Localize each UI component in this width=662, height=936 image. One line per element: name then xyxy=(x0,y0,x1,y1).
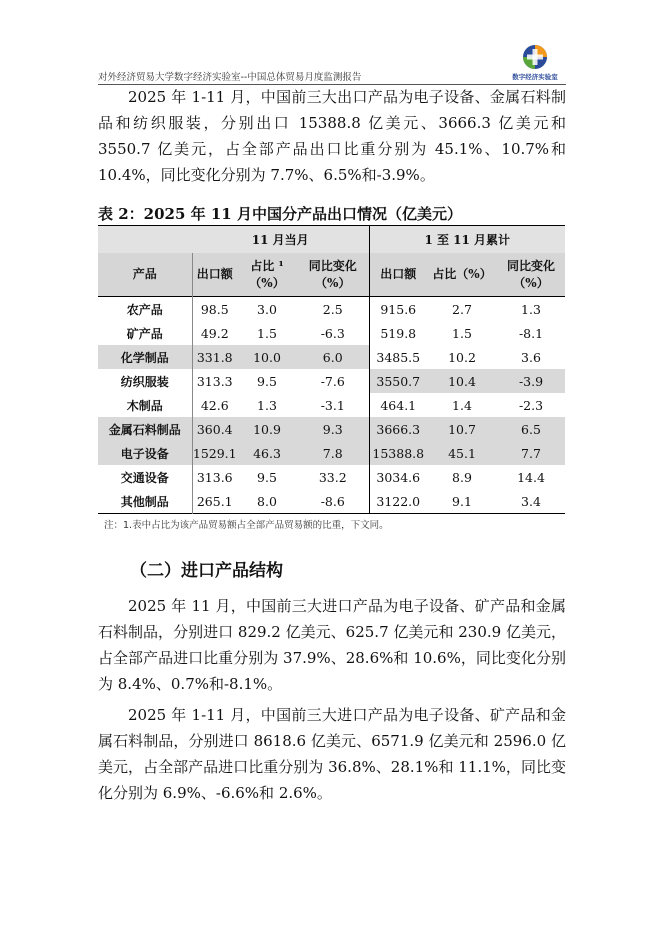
cell-cum-export: 519.8 xyxy=(369,321,427,345)
cell-cum-share: 10.4 xyxy=(427,369,497,393)
cell-cum-share: 10.2 xyxy=(448,349,476,365)
cell-month-export: 331.8 xyxy=(192,345,237,369)
col-header-yoy-cum: 同比变化（%） xyxy=(497,253,565,297)
cell-month-share: 10.0 xyxy=(237,345,297,369)
cell-cum-yoy: -3.9 xyxy=(497,369,565,393)
cell-month-share: 9.5 xyxy=(257,373,277,389)
cell-cum-export: 3122.0 xyxy=(369,489,427,514)
cell-month-export: 313.3 xyxy=(192,369,237,393)
table-row xyxy=(98,393,565,417)
col-header-export-cum: 出口额 xyxy=(369,253,427,297)
cell-month-share: 46.3 xyxy=(237,441,297,465)
paragraph-export-summary: 2025 年 1-11 月，中国前三大出口产品为电子设备、金属石料制品和纺织服装，分别出口 15388.8 亿美元、3666.3 亿美元和 3550.7 亿美元，占全部产品出口比重分别为 45.1%、10.7%和 10.4%，同比变化分别为 7.7%、6.5%和-3.9%。 xyxy=(98,88,566,184)
table-row xyxy=(98,489,565,514)
product-name: 矿产品 xyxy=(126,326,163,341)
product-name: 交通设备 xyxy=(120,470,169,485)
cell-cum-export: 915.6 xyxy=(369,297,427,322)
cell-month-yoy: -8.6 xyxy=(320,493,345,509)
cell-month-export: 265.1 xyxy=(192,489,237,514)
cell-month-share: 9.5 xyxy=(257,469,277,485)
cell-cum-yoy: 14.4 xyxy=(517,469,545,485)
product-name: 木制品 xyxy=(126,398,163,413)
cell-cum-export: 3034.6 xyxy=(369,465,427,489)
cell-cum-yoy: -8.1 xyxy=(518,325,544,341)
cell-month-export: 313.6 xyxy=(192,465,237,489)
col-header-product: 产品 xyxy=(98,253,192,297)
cell-month-share: 3.0 xyxy=(257,301,277,317)
cell-month-share: 1.5 xyxy=(257,325,277,341)
cell-month-export: 1529.1 xyxy=(192,441,237,465)
cell-month-export: 98.5 xyxy=(192,297,237,322)
cell-month-share: 10.9 xyxy=(237,417,297,441)
header-title: 对外经济贸易大学数字经济实验室--中国总体贸易月度监测报告 xyxy=(98,72,362,83)
table-footnote: 注：1.表中占比为该产品贸易额占全部产品贸易额的比重，下文同。 xyxy=(104,520,389,531)
product-name: 金属石料制品 xyxy=(98,417,192,441)
cell-month-export: 49.2 xyxy=(192,321,237,345)
cell-month-yoy: -3.1 xyxy=(320,397,345,413)
cell-month-yoy: -6.3 xyxy=(320,325,345,341)
page-header xyxy=(98,44,566,84)
table-row xyxy=(98,465,565,489)
cell-cum-export: 3550.7 xyxy=(369,369,427,393)
section-heading: （二）进口产品结构 xyxy=(130,561,283,581)
col-header-share-cum: 占比（%） xyxy=(427,253,497,297)
cell-month-yoy: 6.0 xyxy=(297,345,369,369)
cell-cum-yoy: 7.7 xyxy=(497,441,565,465)
logo-label: 数字经济实验室 xyxy=(512,73,558,81)
table-row xyxy=(98,345,565,369)
export-table xyxy=(98,225,565,514)
cell-cum-share: 9.1 xyxy=(452,493,472,509)
table-row xyxy=(98,321,565,345)
cell-cum-export: 3485.5 xyxy=(369,345,427,369)
lab-logo-icon xyxy=(519,44,551,72)
cell-cum-share: 1.4 xyxy=(452,397,472,413)
cell-cum-yoy: 3.4 xyxy=(521,493,541,509)
cell-cum-yoy: 3.6 xyxy=(521,349,541,365)
cell-month-yoy: 33.2 xyxy=(318,469,347,485)
table-title: 表 2：2025 年 11 月中国分产品出口情况（亿美元） xyxy=(98,205,462,223)
cell-month-share: 1.3 xyxy=(257,397,277,413)
table-row xyxy=(98,369,565,393)
cell-cum-share: 1.5 xyxy=(452,325,472,341)
cell-cum-share: 10.7 xyxy=(427,417,497,441)
group-header-blank xyxy=(98,226,192,254)
table-column-header xyxy=(98,253,565,297)
table-row xyxy=(98,297,565,322)
table-row xyxy=(98,441,565,465)
cell-cum-share: 45.1 xyxy=(427,441,497,465)
cell-cum-export: 464.1 xyxy=(369,393,427,417)
product-name: 电子设备 xyxy=(98,441,192,465)
group-header-month: 11 月当月 xyxy=(192,226,369,254)
col-header-share: 占比 ¹（%） xyxy=(237,253,297,297)
product-name: 农产品 xyxy=(126,302,163,317)
col-header-yoy: 同比变化（%） xyxy=(297,253,369,297)
lab-logo xyxy=(506,44,564,82)
cell-month-export: 42.6 xyxy=(192,393,237,417)
cell-month-yoy: 7.8 xyxy=(297,441,369,465)
paragraph-import-month: 2025 年 11 月，中国前三大进口产品为电子设备、矿产品和金属石料制品，分别进口 829.2 亿美元、625.7 亿美元和 230.9 亿美元，占全部产品进口比重分别为 37.9%、28.6%和 10.6%，同比变化分别为 8.4%、0.7%和-8.1%。 xyxy=(98,597,566,693)
table-group-header xyxy=(98,226,565,254)
cell-cum-share: 8.9 xyxy=(452,469,472,485)
product-name: 纺织服装 xyxy=(120,374,169,389)
cell-cum-yoy: 1.3 xyxy=(521,301,541,317)
cell-cum-export: 3666.3 xyxy=(369,417,427,441)
product-name: 化学制品 xyxy=(98,345,192,369)
col-header-export: 出口额 xyxy=(192,253,237,297)
cell-cum-share: 2.7 xyxy=(452,301,472,317)
cell-month-yoy: 2.5 xyxy=(322,301,343,317)
table-row xyxy=(98,417,565,441)
cell-cum-export: 15388.8 xyxy=(369,441,427,465)
cell-month-export: 360.4 xyxy=(192,417,237,441)
cell-cum-yoy: 6.5 xyxy=(497,417,565,441)
cell-month-yoy: -7.6 xyxy=(320,373,345,389)
group-header-cumulative: 1 至 11 月累计 xyxy=(369,226,565,254)
cell-month-share: 8.0 xyxy=(257,493,277,509)
cell-month-yoy: 9.3 xyxy=(297,417,369,441)
cell-cum-yoy: -2.3 xyxy=(518,397,544,413)
product-name: 其他制品 xyxy=(120,494,169,509)
paragraph-import-cumulative: 2025 年 1-11 月，中国前三大进口产品为电子设备、矿产品和金属石料制品，分别进口 8618.6 亿美元、6571.9 亿美元和 2596.0 亿美元，占全部产品进口比重分别为 36.8%、28.1%和 11.1%，同比变化分别为 6.9%、-6.6%和 2.6%。 xyxy=(98,706,566,802)
